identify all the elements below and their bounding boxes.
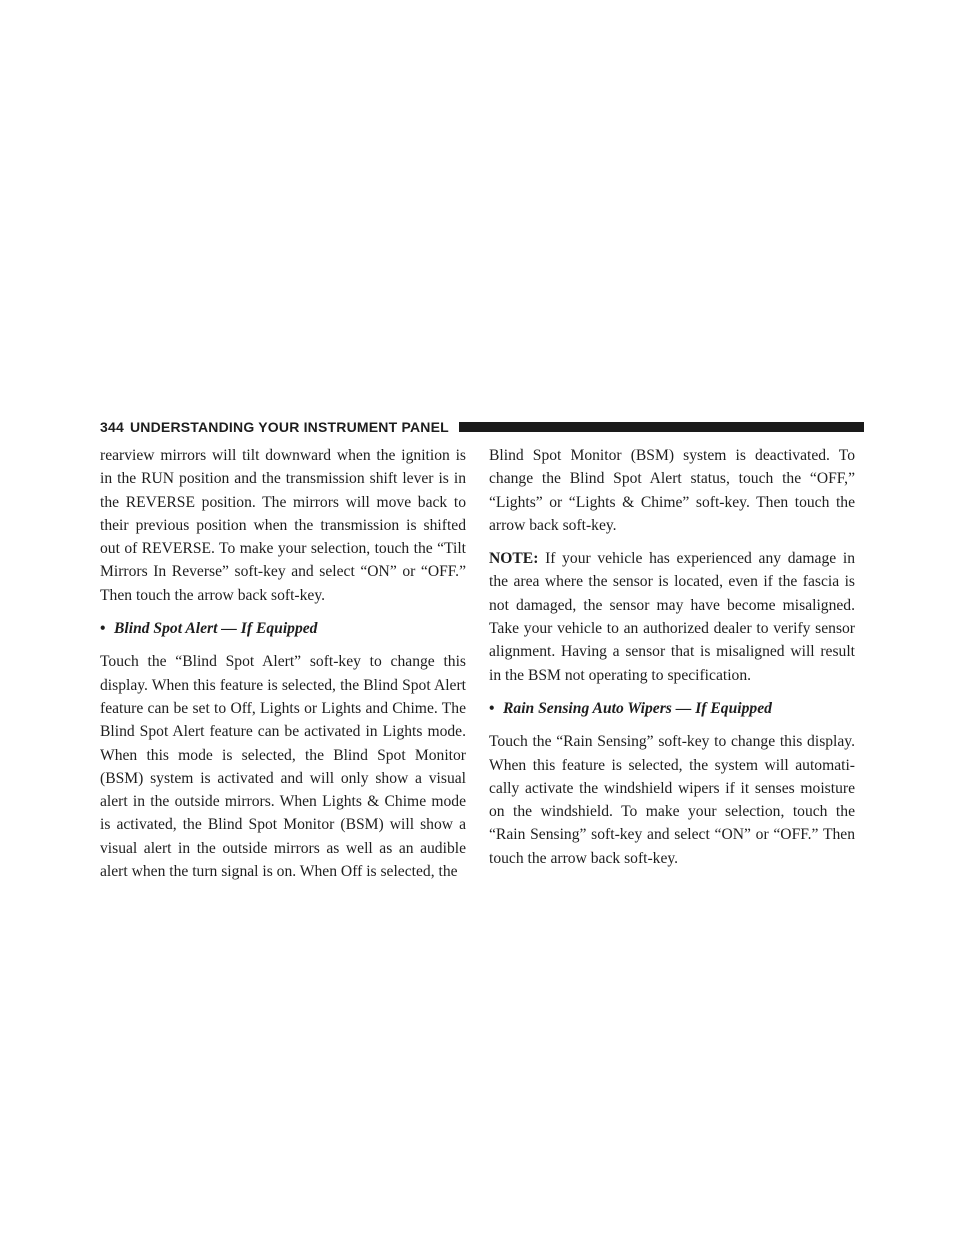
paragraph-bsm-deactivated: Blind Spot Monitor (BSM) system is deactivated. To change the Blind Spot Alert status, touch the “OFF,” “Lights” or “Lights & Chime” soft-key. Then touch the arrow back soft-key. xyxy=(489,447,855,534)
paragraph-blind-spot-alert: Touch the “Blind Spot Alert” soft-key to change this display. When this feature is selected, the Blind Spot Alert feature can be set to Off, Lights or Lights and Chime. The Blind Spot Alert feature can be activated in Lights mode. When this mode is selected, the Blind Spot Monitor (BSM) system is activated and will only show a visual alert in the outside mirrors. When Lights & Chime mode is activated, the Blind Spot Monitor (BSM) will show a visual alert in the outside mirrors as well as an audible alert when the turn signal is on. When Off is selected, the xyxy=(100,653,466,881)
bullet-blind-spot-alert xyxy=(100,617,466,640)
note-paragraph xyxy=(489,547,855,687)
page-header xyxy=(100,418,864,436)
bullet-rain-sensing xyxy=(489,697,855,720)
paragraph-tilt-mirrors: rearview mirrors will tilt downward when the ignition is in the RUN position and the transmission shift lever is in the REVERSE position. The mirrors will move back to their previous position when the transmission is shifted out of REVERSE. To make your selection, touch the “Tilt Mirrors In Reverse” soft-key and select “ON” or “OFF.” Then touch the arrow back soft-key. xyxy=(100,447,466,604)
page-number: 344 xyxy=(100,419,124,435)
bullet-heading: Blind Spot Alert — If Equipped xyxy=(114,620,318,638)
right-column xyxy=(489,444,855,880)
section-title: UNDERSTANDING YOUR INSTRUMENT PANEL xyxy=(129,419,449,435)
header-rule xyxy=(459,422,864,432)
paragraph-rain-sensing: Touch the “Rain Sensing” soft-key to change this display. When this feature is selected, the system will automati-cally activate the windshield wipers if it senses moisture on the windshield. To make your selection, touch the “Rain Sensing” soft-key and select “ON” or “OFF.” Then touch the arrow back soft-key. xyxy=(489,733,855,867)
note-text: If your vehicle has experienced any damage in the area where the sensor is located, even if the fascia is not damaged, the sensor may have become misaligned. Take your vehicle to an authorized dealer to verify sensor alignment. Having a sensor that is misaligned will result in the BSM not operating to specification. xyxy=(489,550,855,684)
note-label: NOTE: xyxy=(489,550,539,568)
bullet-heading: Rain Sensing Auto Wipers — If Equipped xyxy=(503,699,772,717)
bullet-icon: • xyxy=(489,699,495,717)
left-column xyxy=(100,444,466,893)
bullet-icon: • xyxy=(100,620,106,638)
